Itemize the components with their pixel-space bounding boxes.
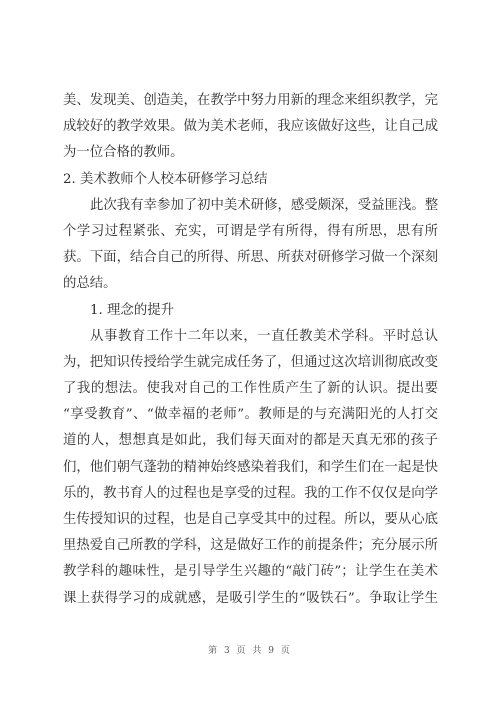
- page-number-footer: 第 3 页 共 9 页: [208, 646, 292, 656]
- paragraph-line: 为，把知识传授给学生就完成任务了，但通过这次培训彻底改变: [63, 354, 438, 370]
- subsection-heading: 1. 理念的提升: [90, 302, 174, 318]
- paragraph-line: 了我的想法。使我对自己的工作性质产生了新的认识。提出要: [63, 381, 438, 397]
- paragraph-line: 课上获得学习的成就感，是吸引学生的“吸铁石”。争取让学生: [63, 590, 438, 606]
- paragraph-line: 个学习过程紧张、充实，可谓是学有所得，得有所思，思有所: [63, 223, 438, 239]
- paragraph-line: “享受教育”、“做幸福的老师”。教师是的与充满阳光的人打交: [63, 407, 438, 423]
- paragraph-line: 的总结。: [63, 276, 117, 292]
- document-body: [63, 88, 438, 612]
- paragraph-line: 为一位合格的教师。: [63, 145, 184, 161]
- section-heading: 2. 美术教师个人校本研修学习总结: [63, 171, 268, 187]
- paragraph-line: 此次我有幸参加了初中美术研修，感受颇深，受益匪浅。整: [90, 197, 438, 213]
- paragraph-line: 道的人，想想真是如此，我们每天面对的都是天真无邪的孩子: [63, 433, 438, 449]
- paragraph-line: 乐的，教书育人的过程也是享受的过程。我的工作不仅仅是向学: [63, 485, 438, 501]
- paragraph-line: 从事教育工作十二年以来，一直任教美术学科。平时总认: [90, 328, 438, 344]
- paragraph-line: 里热爱自己所教的学科，这是做好工作的前提条件；充分展示所: [63, 538, 438, 554]
- paragraph-line: 生传授知识的过程，也是自己享受其中的过程。所以，要从心底: [63, 512, 438, 527]
- paragraph-line: 教学科的趣味性，是引导学生兴趣的“敲门砖”；让学生在美术: [63, 564, 438, 580]
- paragraph-line: 们，他们朝气蓬勃的精神始终感染着我们，和学生们在一起是快: [63, 459, 438, 475]
- paragraph-line: 美、发现美、创造美，在教学中努力用新的理念来组织教学，完: [63, 93, 438, 108]
- paragraph-line: 成较好的教学效果。做为美术老师，我应该做好这些，让自己成: [63, 119, 438, 135]
- paragraph-line: 获。下面，结合自己的所得、所思、所获对研修学习做一个深刻: [63, 250, 438, 266]
